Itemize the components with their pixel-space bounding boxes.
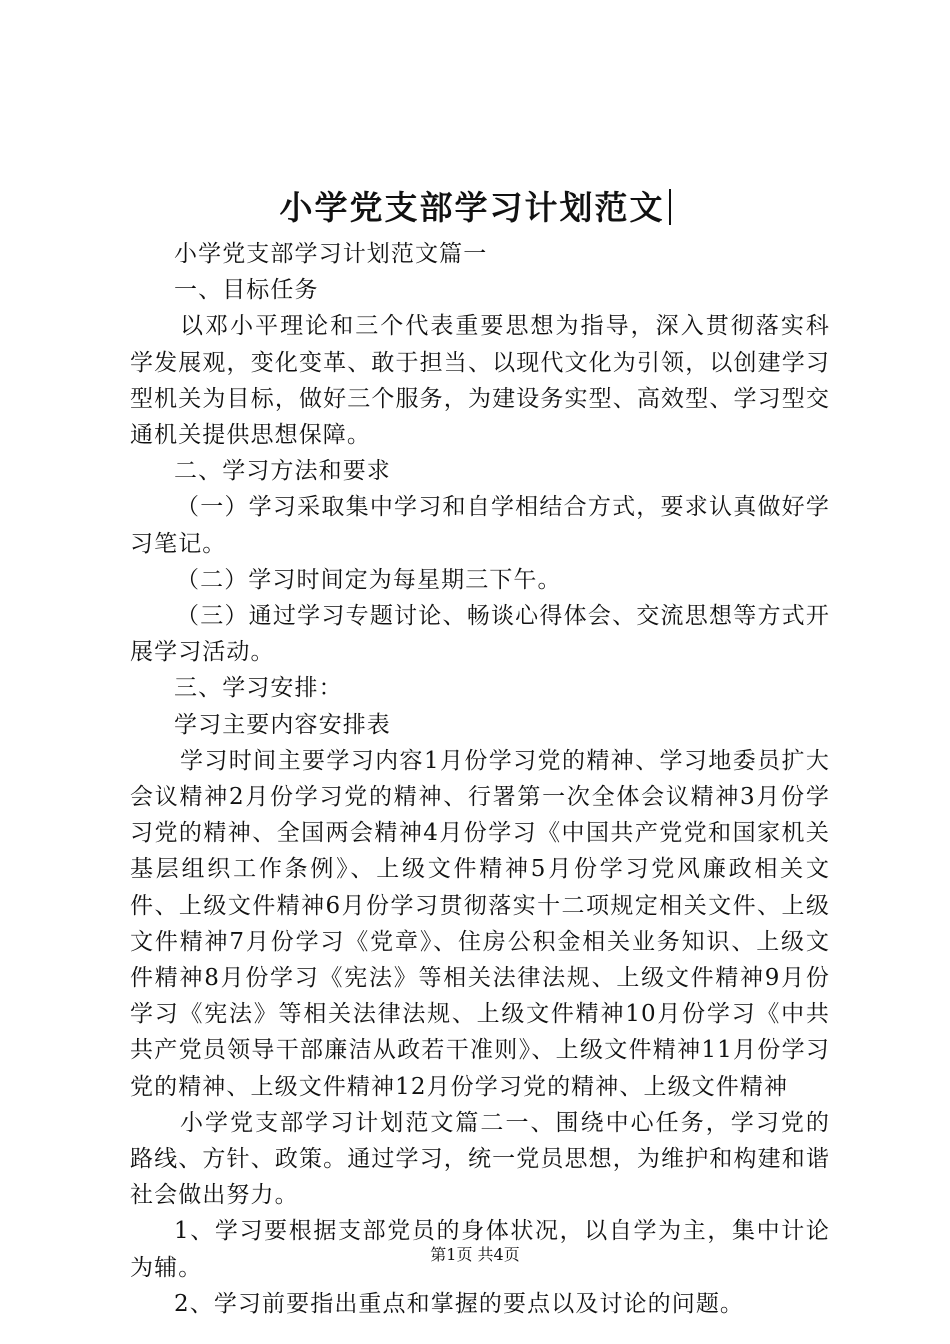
section-heading: 三、学习安排： bbox=[174, 675, 343, 702]
page-footer: 第1页 共4页 bbox=[430, 1245, 520, 1264]
paragraph: 小学党支部学习计划范文篇二一、围绕中心任务，学习党的路线、方针、政策。通过学习，统一党员思想，为维护和构建和谐社会做出努力。 bbox=[130, 1109, 830, 1209]
paragraph: 2、学习前要指出重点和掌握的要点以及讨论的问题。 bbox=[174, 1290, 745, 1317]
text-cursor bbox=[669, 189, 671, 225]
paragraph: 小学党支部学习计划范文篇一 bbox=[174, 241, 488, 267]
section-heading: 一、目标任务 bbox=[174, 277, 319, 304]
paragraph: 学习主要内容安排表 bbox=[174, 711, 391, 738]
paragraph: 学习时间主要学习内容1月份学习党的精神、学习地委员扩大会议精神2月份学习党的精神、行署第一次全体会议精神3月份学习党的精神、全国两会精神4月份学习《中国共产党党和国家机关基层组织工作条例》、上级文件精神5月份学习党风廉政相关文件、上级文件精神6月份学习贯彻落实十二项规定相关文件、上级文件精神7月份学习《党章》、住房公积金相关业务知识、上级文件精神8月份学习《宪法》等相关法律法规、上级文件精神9月份学习《宪法》等相关法律法规、上级文件精神10月份学习《中共共产党员领导干部廉洁从政若干准则》、上级文件精神11月份学习党的精神、上级文件精神12月份学习党的精神、上级文件精神 bbox=[130, 747, 830, 1100]
document-title bbox=[0, 186, 950, 230]
paragraph: （二）学习时间定为每星期三下午。 bbox=[176, 566, 562, 593]
document-title-text: 小学党支部学习计划范文 bbox=[279, 188, 665, 227]
paragraph: （三）通过学习专题讨论、畅谈心得体会、交流思想等方式开展学习活动。 bbox=[130, 603, 830, 666]
paragraph: 以邓小平理论和三个代表重要思想为指导，深入贯彻落实科学发展观，变化变革、敢于担当、以现代文化为引领，以创建学习型机关为目标，做好三个服务，为建设务实型、高效型、学习型交通机关提供思想保障。 bbox=[130, 313, 830, 449]
section-heading: 二、学习方法和要求 bbox=[174, 458, 391, 485]
document-body bbox=[130, 236, 830, 1322]
paragraph: （一）学习采取集中学习和自学相结合方式，要求认真做好学习笔记。 bbox=[130, 494, 830, 557]
paragraph: 1、学习要根据支部党员的身体状况，以自学为主，集中计论为辅。 bbox=[130, 1218, 830, 1281]
